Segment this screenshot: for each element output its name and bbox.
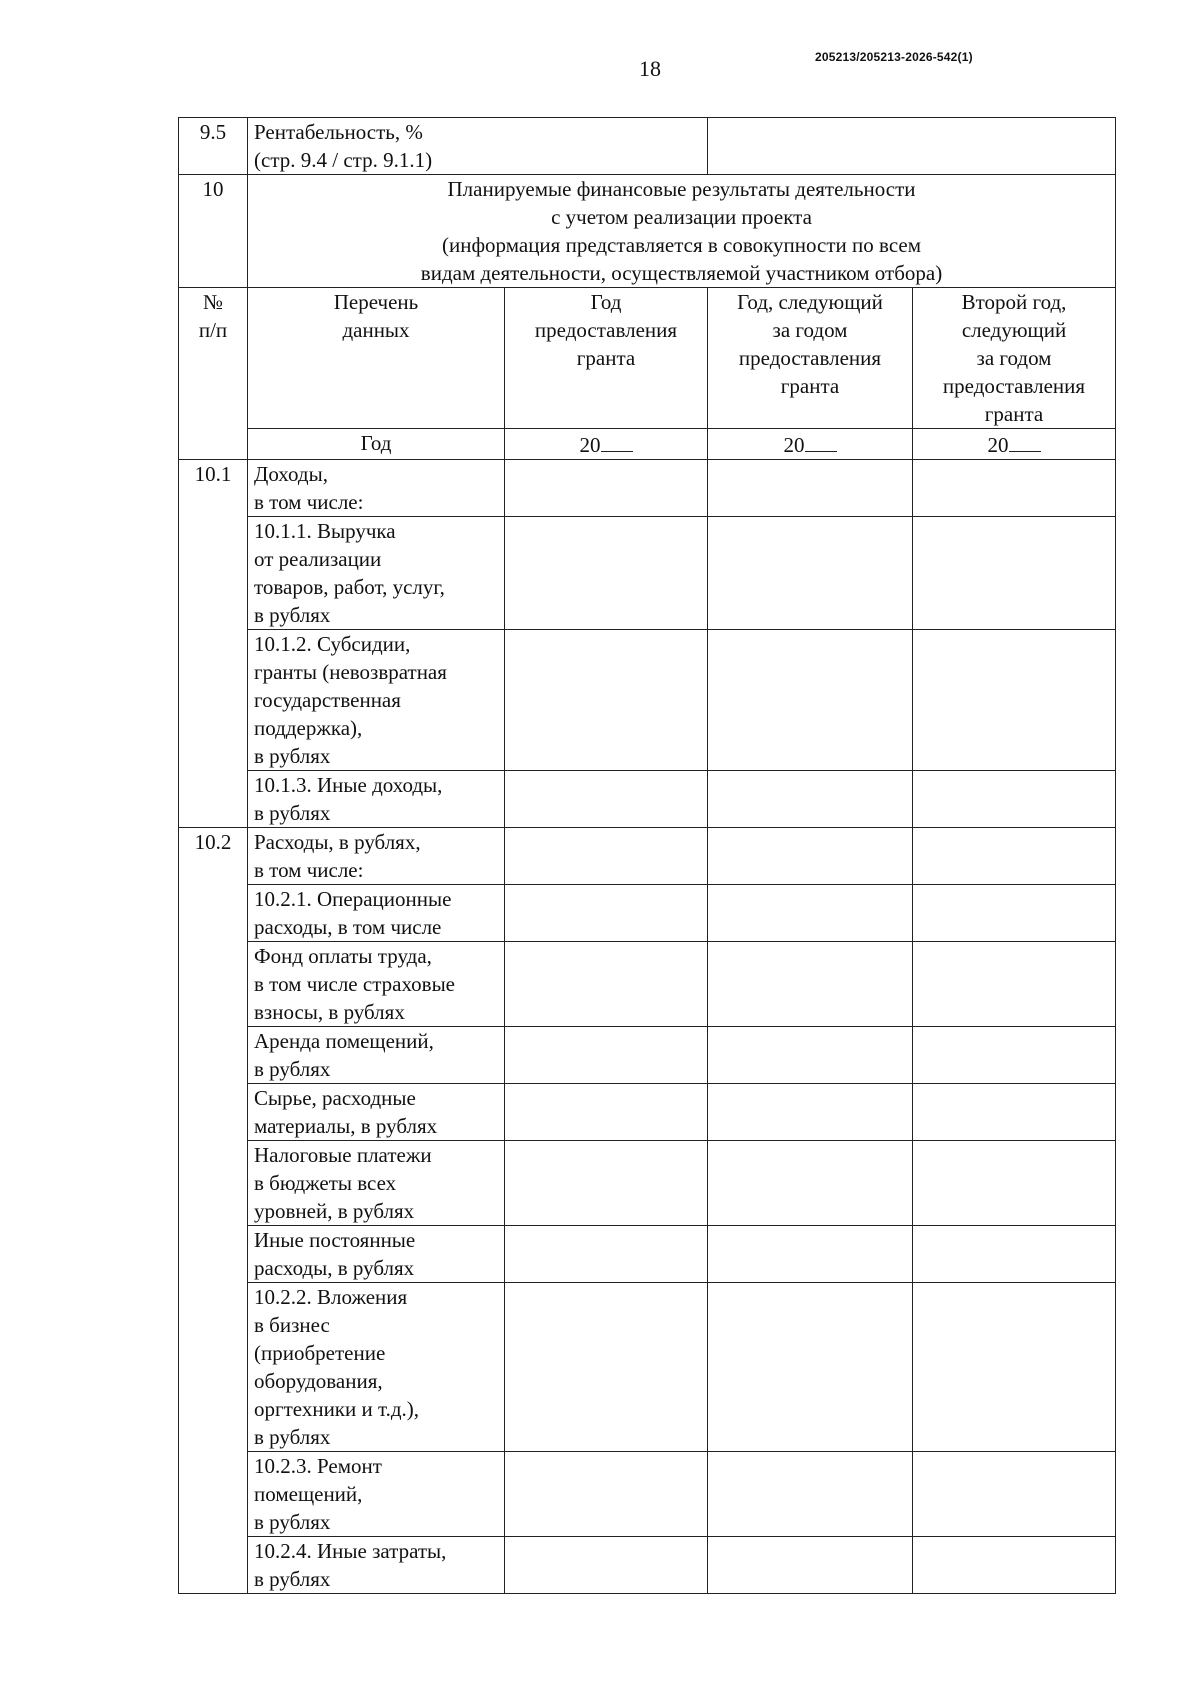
label-line: 10.2.4. Иные затраты, [254,1539,447,1563]
value-cell[interactable] [913,1084,1116,1141]
header-data-list [248,288,505,429]
header-line: Год [590,290,622,314]
value-cell[interactable] [505,942,708,1027]
row-number: 9.5 [179,118,248,175]
label-line: материалы, в рублях [254,1114,438,1138]
value-cell[interactable] [505,885,708,942]
header-line: п/п [198,318,228,342]
header-line: за годом [976,346,1052,370]
value-cell[interactable] [708,460,913,517]
label-line: 10.1.3. Иные доходы, [254,773,443,797]
row-label [248,1537,505,1594]
value-cell[interactable] [505,771,708,828]
label-line: товаров, работ, услуг, [254,575,445,599]
label-line: в том числе: [254,858,364,882]
header-line: данных [342,318,410,342]
header-line: Год, следующий [737,290,883,314]
row-label [248,517,505,630]
value-cell[interactable] [708,771,913,828]
value-cell[interactable] [505,1226,708,1283]
row-label [248,460,505,517]
year-row [179,429,1116,460]
row-number: 10.1 [179,460,248,828]
heading-line: Планируемые финансовые результаты деятельности [447,177,916,201]
section-heading [248,175,1116,288]
year-blank[interactable] [601,429,633,452]
value-cell[interactable] [505,1141,708,1226]
header-line: за годом [772,318,848,342]
year-cell-2[interactable] [708,429,913,460]
year-prefix: 20 [783,433,805,457]
label-line: расходы, в рублях [254,1256,415,1280]
header-second-year [913,288,1116,429]
value-cell[interactable] [505,828,708,885]
label-line: уровней, в рублях [254,1199,415,1223]
table-row [179,460,1116,517]
value-cell[interactable] [708,1084,913,1141]
row-label [248,630,505,771]
value-cell[interactable] [913,885,1116,942]
year-label: Год [248,429,505,460]
label-line: взносы, в рублях [254,1000,405,1024]
label-line: оборудования, [254,1369,383,1393]
header-number [179,288,248,460]
value-cell[interactable] [913,1027,1116,1084]
header-line: предоставления [534,318,678,342]
value-cell[interactable] [505,517,708,630]
value-cell[interactable] [708,1537,913,1594]
label-line: Доходы, [254,462,328,486]
row-number: 10 [179,175,248,288]
table-row [179,885,1116,942]
table-row [179,517,1116,630]
label-line: в бюджеты всех [254,1171,397,1195]
value-cell[interactable] [708,1452,913,1537]
row-label [248,1027,505,1084]
table-row [179,828,1116,885]
label-line: Фонд оплаты труда, [254,944,432,968]
value-cell[interactable] [913,1452,1116,1537]
financial-results-table [178,117,1116,1594]
header-line: гранта [780,374,840,398]
year-cell-1[interactable] [505,429,708,460]
column-header-row [179,288,1116,429]
row-label [248,942,505,1027]
row-label [248,1141,505,1226]
value-cell[interactable] [505,460,708,517]
year-blank[interactable] [1009,429,1041,452]
label-line: Налоговые платежи [254,1143,432,1167]
heading-line: с учетом реализации проекта [551,205,812,229]
header-next-year [708,288,913,429]
value-cell[interactable] [505,1027,708,1084]
label-line: в рублях [254,1425,331,1449]
table-row [179,1027,1116,1084]
label-line: в том числе страховые [254,972,455,996]
document-code: 205213/205213-2026-542(1) [815,50,973,64]
page-number: 18 [639,56,661,81]
row-label [248,1084,505,1141]
row-label [248,885,505,942]
value-cell[interactable] [913,1283,1116,1452]
label-line: помещений, [254,1482,363,1506]
header-line: Второй год, [961,290,1067,314]
label-line: Аренда помещений, [254,1029,434,1053]
label-line: в рублях [254,744,331,768]
table-row [179,1084,1116,1141]
row-label [248,1452,505,1537]
label-line: (стр. 9.4 / стр. 9.1.1) [254,148,433,172]
label-line: Иные постоянные [254,1228,416,1252]
label-line: в рублях [254,1567,331,1591]
row-label [248,771,505,828]
label-line: 10.2.2. Вложения [254,1285,408,1309]
label-line: 10.2.3. Ремонт [254,1454,382,1478]
value-cell[interactable] [913,771,1116,828]
table-row [179,1141,1116,1226]
row-label [248,118,708,175]
table-row [179,630,1116,771]
label-line: оргтехники и т.д.), [254,1397,420,1421]
label-line: в рублях [254,603,331,627]
year-cell-3[interactable] [913,429,1116,460]
table-row [179,1226,1116,1283]
value-cell[interactable] [913,942,1116,1027]
label-line: 10.1.2. Субсидии, [254,632,411,656]
value-cell[interactable] [913,1141,1116,1226]
header-line: предоставления [942,374,1086,398]
label-line: Расходы, в рублях, [254,830,421,854]
header-line: следующий [961,318,1067,342]
label-line: в рублях [254,801,331,825]
table-row [179,1452,1116,1537]
heading-line: видам деятельности, осуществляемой участником отбора) [420,261,943,285]
header-grant-year [505,288,708,429]
value-cell[interactable] [505,1452,708,1537]
label-line: (приобретение [254,1341,386,1365]
label-line: гранты (невозвратная [254,660,447,684]
heading-line: (информация представляется в совокупности по всем [441,233,922,257]
table-row [179,771,1116,828]
value-cell[interactable] [708,828,913,885]
table-row [179,1283,1116,1452]
row-number: 10.2 [179,828,248,1594]
row-9-5 [179,118,1116,175]
value-cell[interactable] [505,630,708,771]
value-cell[interactable] [913,517,1116,630]
value-cell[interactable] [505,1084,708,1141]
value-cell[interactable] [708,1141,913,1226]
value-cell[interactable] [913,1537,1116,1594]
label-line: Сырье, расходные [254,1086,416,1110]
label-line: расходы, в том числе [254,915,442,939]
label-line: поддержка), [254,716,363,740]
value-cell[interactable] [708,1226,913,1283]
value-cell[interactable] [505,1537,708,1594]
value-cell[interactable] [505,1283,708,1452]
value-cell[interactable] [708,885,913,942]
value-cell[interactable] [913,828,1116,885]
header-line: гранта [984,402,1044,426]
label-line: Рентабельность, % [254,120,423,144]
label-line: в рублях [254,1510,331,1534]
header-line: Перечень [333,290,419,314]
value-cell[interactable] [913,1226,1116,1283]
value-cell[interactable] [708,942,913,1027]
value-cell[interactable] [708,1283,913,1452]
label-line: государственная [254,688,401,712]
row-10 [179,175,1116,288]
year-prefix: 20 [987,433,1009,457]
value-cell[interactable] [708,630,913,771]
header-line: гранта [576,346,636,370]
header-line: предоставления [738,346,882,370]
value-cell[interactable] [708,1027,913,1084]
value-cell[interactable] [708,517,913,630]
table-row [179,942,1116,1027]
row-label [248,1226,505,1283]
year-blank[interactable] [805,429,837,452]
value-cell[interactable] [913,460,1116,517]
value-cell[interactable] [913,630,1116,771]
header-line: № [202,290,224,314]
value-cell[interactable] [708,118,1116,175]
label-line: от реализации [254,547,382,571]
label-line: 10.1.1. Выручка [254,519,396,543]
label-line: в рублях [254,1057,331,1081]
row-label [248,1283,505,1452]
label-line: в бизнес [254,1313,330,1337]
label-line: 10.2.1. Операционные [254,887,452,911]
table-row [179,1537,1116,1594]
label-line: в том числе: [254,490,364,514]
row-label [248,828,505,885]
year-prefix: 20 [579,433,601,457]
